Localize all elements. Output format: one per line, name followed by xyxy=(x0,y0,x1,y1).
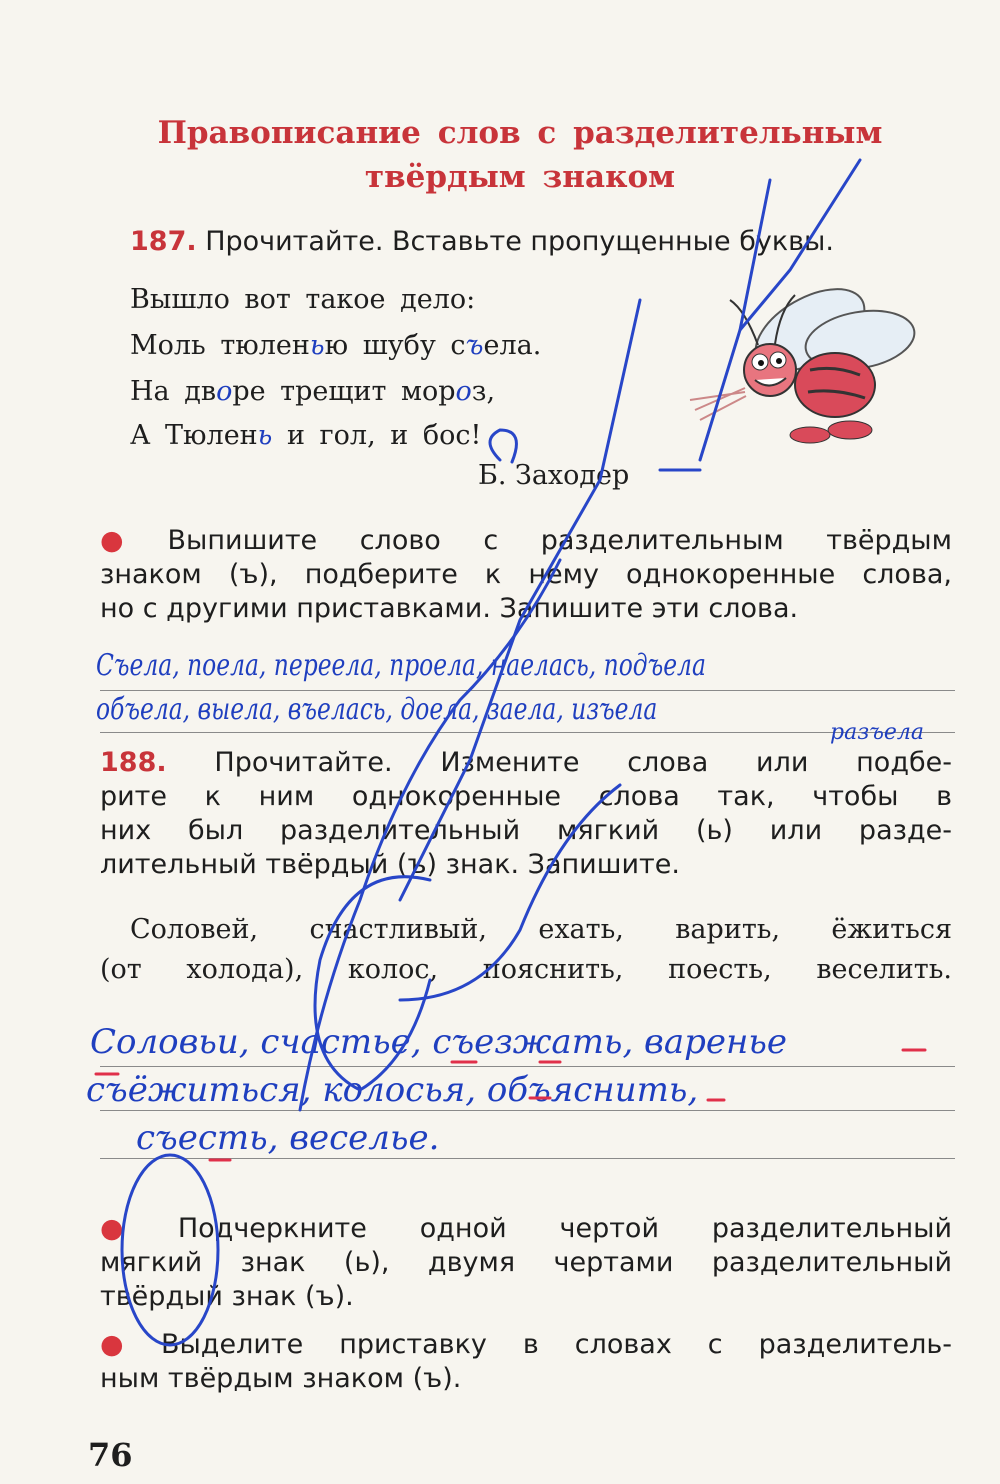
bullet-prefix-task xyxy=(100,1328,952,1396)
answer-rule xyxy=(100,1158,955,1159)
task-line: знаком (ъ), подберите к нему однокоренные слова, xyxy=(100,559,952,590)
exercise-187-instruction xyxy=(130,226,834,257)
task-line xyxy=(100,746,952,780)
poem-line-3 xyxy=(130,376,495,407)
handwritten-answer-187-line3: разъела xyxy=(830,720,925,745)
page-number: 76 xyxy=(88,1436,133,1474)
bullet-underline-task xyxy=(100,1212,952,1314)
inserted-letter: ь xyxy=(309,330,325,361)
answer-rule xyxy=(100,690,955,691)
words-line: (от холода), колос, пояснить, поесть, веселить. xyxy=(100,954,952,985)
bullet-icon: ● xyxy=(100,525,158,556)
words-line: Соловей, счастливый, ехать, варить, ёжиться xyxy=(130,914,952,945)
poem-text: з, xyxy=(471,376,496,407)
poem-line-2 xyxy=(130,330,541,361)
task-line: лительный твёрдый (ъ) знак. Запишите. xyxy=(100,849,680,880)
exercise-188-number: 188. xyxy=(100,747,167,778)
exercise-188-task xyxy=(100,746,952,882)
handwritten-answer-188-line3: съесть, веселье. xyxy=(136,1118,440,1158)
exercise-187-task xyxy=(100,524,952,626)
exercise-188-words xyxy=(100,910,952,990)
poem-text: и гол, и бос! xyxy=(272,420,482,451)
page-title-line1: Правописание слов с разделительным xyxy=(157,115,883,151)
page-title-line2: твёрдым знаком xyxy=(364,159,676,195)
poem-text: А Тюлен xyxy=(130,420,258,451)
bee-illustration xyxy=(660,270,960,470)
poem-line-1: Вышло вот такое дело: xyxy=(130,284,476,315)
task-text: Выпишите слово с разделительным твёрдым xyxy=(167,525,952,556)
inserted-letter: о xyxy=(455,376,472,407)
inserted-letter: ъ xyxy=(465,330,484,361)
poem-text: На дв xyxy=(130,376,217,407)
exercise-187-text: Прочитайте. Вставьте пропущенные буквы. xyxy=(205,226,834,257)
handwritten-answer-187-line1: Съела, поела, переела, проела, наелась, подъела xyxy=(96,648,706,683)
task-line xyxy=(100,1212,952,1246)
bullet-icon: ● xyxy=(100,1329,151,1360)
handwritten-answer-188-line2: съёжиться, колосья, объяснить, xyxy=(86,1070,699,1110)
task-text: Подчеркните одной чертой разделительный xyxy=(177,1213,953,1244)
handwritten-answer-187-line2: объела, выела, въелась, доела, заела, изъела xyxy=(96,692,658,727)
task-line: них был разделительный мягкий (ь) или разде- xyxy=(100,815,952,846)
inserted-letter: о xyxy=(216,376,233,407)
handwritten-answer-188-line1: Соловьи, счастье, съезжать, варенье xyxy=(90,1022,788,1062)
task-line: но с другими приставками. Запишите эти слова. xyxy=(100,593,799,624)
task-text: Прочитайте. Измените слова или подбе- xyxy=(214,747,952,778)
bullet-icon: ● xyxy=(100,1213,168,1244)
task-line: твёрдый знак (ъ). xyxy=(100,1281,354,1312)
task-line xyxy=(100,524,952,558)
poem-text: Моль тюлен xyxy=(130,330,310,361)
exercise-187-number: 187. xyxy=(130,226,197,257)
answer-rule xyxy=(100,732,955,733)
poem-text: ю шубу с xyxy=(324,330,466,361)
task-line xyxy=(100,1328,952,1362)
task-line: ным твёрдым знаком (ъ). xyxy=(100,1363,462,1394)
poem-text: ела. xyxy=(483,330,542,361)
task-line: мягкий знак (ь), двумя чертами разделительный xyxy=(100,1247,952,1278)
answer-rule xyxy=(100,1110,955,1111)
poem-line-4 xyxy=(130,420,481,451)
answer-rule xyxy=(100,1066,955,1067)
poem-author: Б. Заходер xyxy=(478,460,630,491)
inserted-letter: ь xyxy=(257,420,273,451)
task-text: Выделите приставку в словах с разделитель- xyxy=(160,1329,952,1360)
poem-text: ре трещит мор xyxy=(232,376,456,407)
task-line: рите к ним однокоренные слова так, чтобы в xyxy=(100,781,952,812)
